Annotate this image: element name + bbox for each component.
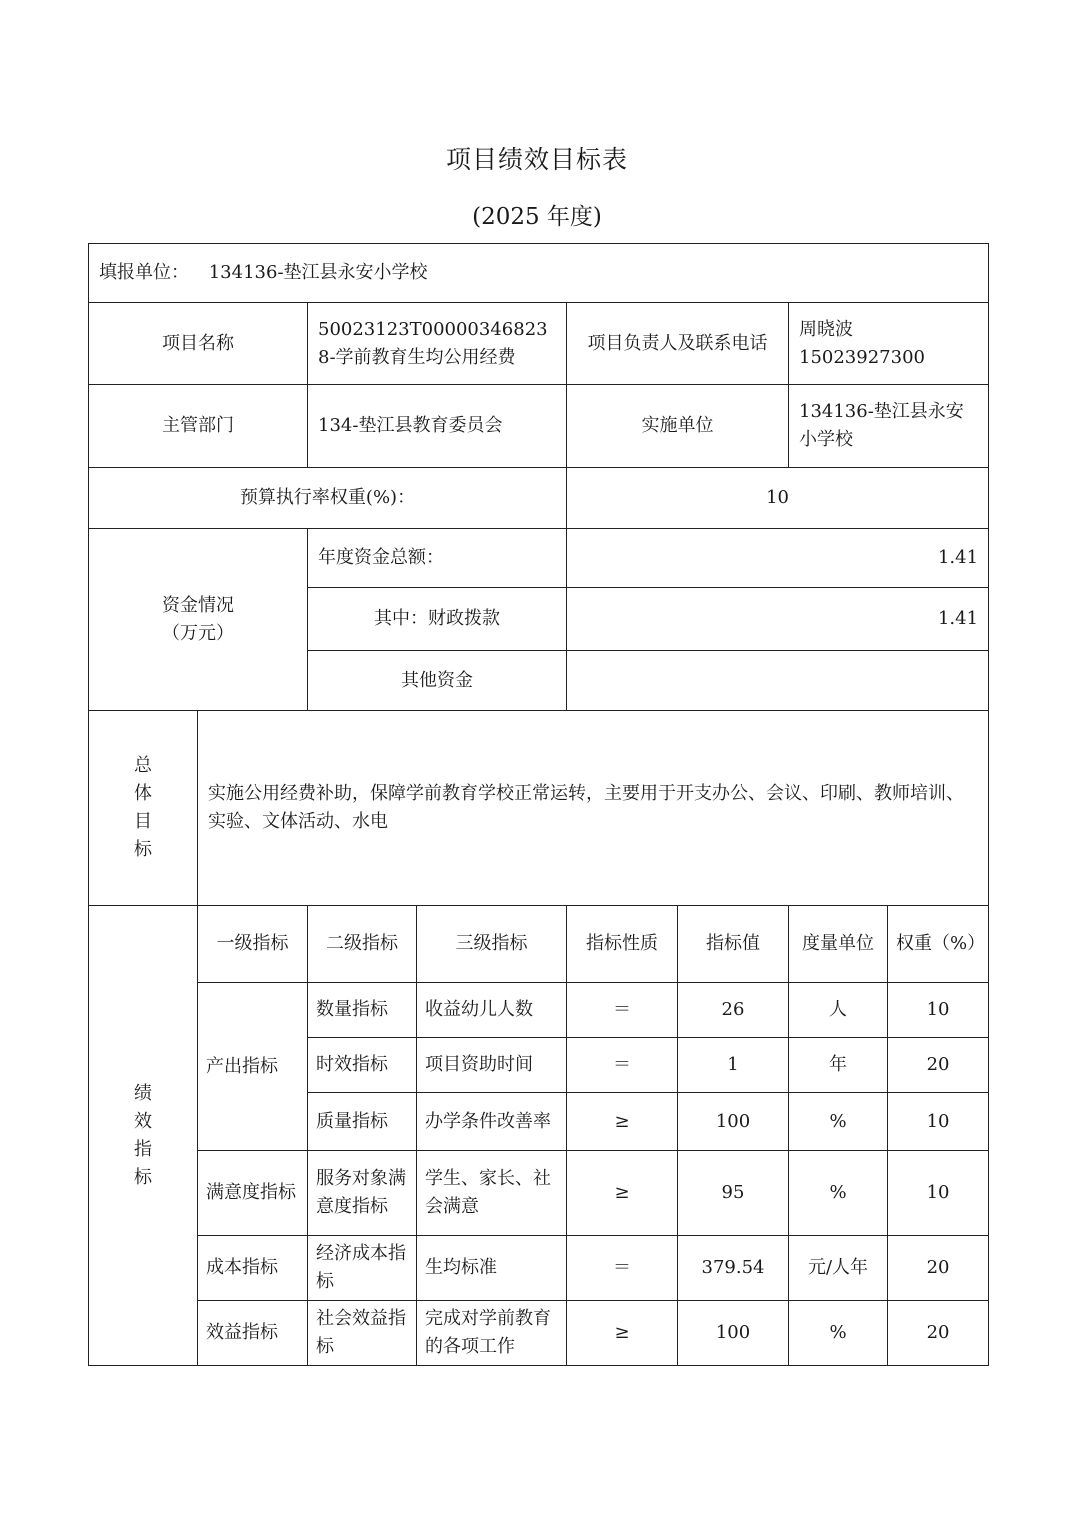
header-weight: 权重（%） <box>888 906 989 983</box>
filler-cell <box>89 244 989 303</box>
performance-label <box>89 906 198 1366</box>
performance-label-char: 指 <box>134 1138 152 1160</box>
filler-value: 134136-垫江县永安小学校 <box>208 262 428 283</box>
goal-label-char: 标 <box>134 839 152 860</box>
page-subtitle: (2025 年度) <box>472 204 602 230</box>
header-level1: 一级指标 <box>198 906 308 983</box>
level2-cell: 时效指标 <box>308 1038 417 1093</box>
funds-other-value <box>567 651 989 711</box>
value-cell: 100 <box>678 1093 789 1151</box>
nature-cell: ＝ <box>567 983 678 1038</box>
level1-cell: 成本指标 <box>198 1236 308 1301</box>
weight-cell: 10 <box>888 1093 989 1151</box>
budget-rate-label: 预算执行率权重(%)： <box>89 468 567 529</box>
nature-cell: ≥ <box>567 1301 678 1366</box>
header-unit: 度量单位 <box>789 906 888 983</box>
header-level2: 二级指标 <box>308 906 417 983</box>
performance-label-char: 效 <box>134 1110 152 1132</box>
nature-cell: ≥ <box>567 1093 678 1151</box>
performance-label-char: 绩 <box>134 1082 152 1104</box>
project-owner-value: 周晓波 15023927300 <box>789 303 989 385</box>
impl-unit-label: 实施单位 <box>567 385 789 468</box>
goal-label-char: 体 <box>134 783 152 804</box>
level2-cell: 社会效益指标 <box>308 1301 417 1366</box>
unit-cell: 元/人年 <box>789 1236 888 1301</box>
table-row <box>89 1236 989 1301</box>
goal-label <box>89 711 198 906</box>
budget-rate-value: 10 <box>567 468 989 529</box>
filler-label: 填报单位： <box>99 262 189 283</box>
level2-cell: 质量指标 <box>308 1093 417 1151</box>
funds-other-label: 其他资金 <box>308 651 567 711</box>
weight-cell: 10 <box>888 1151 989 1236</box>
unit-cell: % <box>789 1151 888 1236</box>
weight-cell: 20 <box>888 1038 989 1093</box>
level3-cell: 学生、家长、社会满意 <box>417 1151 567 1236</box>
funds-label <box>89 529 308 711</box>
value-cell: 95 <box>678 1151 789 1236</box>
nature-cell: ≥ <box>567 1151 678 1236</box>
goal-label-char: 总 <box>134 755 152 776</box>
department-value: 134-垫江县教育委员会 <box>308 385 567 468</box>
table-row <box>89 1151 989 1236</box>
goal-text: 实施公用经费补助，保障学前教育学校正常运转，主要用于开支办公、会议、印刷、教师培训、实验、文体活动、水电 <box>198 711 989 906</box>
project-owner-label: 项目负责人及联系电话 <box>567 303 789 385</box>
department-label: 主管部门 <box>89 385 308 468</box>
performance-label-char: 标 <box>134 1166 152 1188</box>
header-nature: 指标性质 <box>567 906 678 983</box>
table-row <box>89 1301 989 1366</box>
performance-target-table <box>88 243 989 1366</box>
project-row <box>89 303 989 385</box>
level2-cell: 经济成本指标 <box>308 1236 417 1301</box>
value-cell: 26 <box>678 983 789 1038</box>
weight-cell: 20 <box>888 1236 989 1301</box>
department-row <box>89 385 989 468</box>
unit-cell: % <box>789 1093 888 1151</box>
level3-cell: 完成对学前教育的各项工作 <box>417 1301 567 1366</box>
level2-cell: 数量指标 <box>308 983 417 1038</box>
weight-cell: 10 <box>888 983 989 1038</box>
level3-cell: 生均标准 <box>417 1236 567 1301</box>
value-cell: 100 <box>678 1301 789 1366</box>
header-level3: 三级指标 <box>417 906 567 983</box>
level1-cell: 产出指标 <box>198 983 308 1151</box>
funds-label-line1: 资金情况 <box>162 594 234 616</box>
unit-cell: 年 <box>789 1038 888 1093</box>
level3-cell: 项目资助时间 <box>417 1038 567 1093</box>
goal-label-char: 目 <box>134 811 152 832</box>
nature-cell: ＝ <box>567 1236 678 1301</box>
value-cell: 1 <box>678 1038 789 1093</box>
level1-cell: 满意度指标 <box>198 1151 308 1236</box>
level2-cell: 服务对象满意度指标 <box>308 1151 417 1236</box>
goal-row <box>89 711 989 906</box>
level3-cell: 收益幼儿人数 <box>417 983 567 1038</box>
funds-total-value: 1.41 <box>567 529 989 588</box>
level1-cell: 效益指标 <box>198 1301 308 1366</box>
weight-cell: 20 <box>888 1301 989 1366</box>
filler-row <box>89 244 989 303</box>
unit-cell: % <box>789 1301 888 1366</box>
value-cell: 379.54 <box>678 1236 789 1301</box>
funds-fiscal-label: 其中：财政拨款 <box>308 588 567 651</box>
performance-header-row <box>89 906 989 983</box>
funds-fiscal-value: 1.41 <box>567 588 989 651</box>
table-row <box>89 983 989 1038</box>
funds-total-label: 年度资金总额： <box>308 529 567 588</box>
level3-cell: 办学条件改善率 <box>417 1093 567 1151</box>
nature-cell: ＝ <box>567 1038 678 1093</box>
project-name-label: 项目名称 <box>89 303 308 385</box>
budget-rate-row <box>89 468 989 529</box>
header-value: 指标值 <box>678 906 789 983</box>
project-name-value: 50023123T000003468238-学前教育生均公用经费 <box>308 303 567 385</box>
impl-unit-value: 134136-垫江县永安小学校 <box>789 385 989 468</box>
unit-cell: 人 <box>789 983 888 1038</box>
funds-label-line2: （万元） <box>162 622 234 644</box>
funds-total-row <box>89 529 989 588</box>
page-title: 项目绩效目标表 <box>445 145 628 174</box>
